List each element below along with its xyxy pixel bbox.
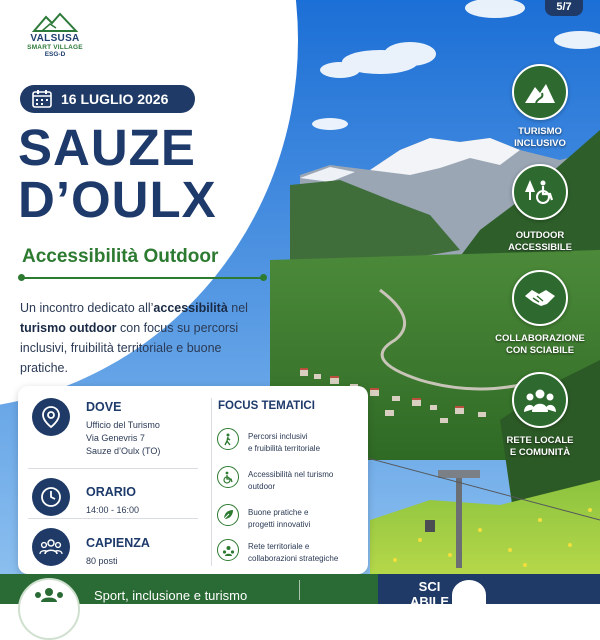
calendar-icon <box>32 90 52 108</box>
focus-item-2-line2: outdoor <box>248 481 276 491</box>
focus-item-3 <box>248 507 368 530</box>
bottom-tagline: Sport, inclusione e turismo <box>94 588 248 603</box>
focus-item-4-line1: Rete territoriale e <box>248 542 310 551</box>
subtitle: Accessibilità Outdoor <box>22 246 219 267</box>
mountain-logo-icon <box>32 12 78 32</box>
focus-item-2-line1: Accessibilità nel turismo <box>248 470 334 479</box>
focus-item-3-line1: Buone pratiche e <box>248 508 309 517</box>
wheelchair-icon <box>217 466 239 488</box>
leaf-icon <box>217 504 239 526</box>
description <box>20 298 260 378</box>
orario-value: 14:00 - 16:00 <box>86 505 140 515</box>
capienza-value: 80 posti <box>86 556 118 566</box>
handshake-icon <box>512 270 568 326</box>
desc-text-3: con focus su percorsi inclusivi, fruibilità territoriale e buone pratiche. <box>20 321 239 375</box>
network-icon <box>217 539 239 561</box>
feature-3-line2: CON SCIABILE <box>505 345 575 356</box>
feature-2-line2: ACCESSIBILE <box>508 242 572 253</box>
feature-label-4 <box>485 435 595 459</box>
feature-1-line1: TURISMO <box>518 126 562 137</box>
bottom-divider <box>299 580 300 600</box>
bottom-logo-circle <box>18 578 80 640</box>
clock-icon <box>32 478 70 516</box>
feature-label-3 <box>485 333 595 357</box>
focus-item-2 <box>248 469 368 492</box>
sci-text: SCI <box>418 579 441 594</box>
card-divider-vertical <box>211 398 212 566</box>
sciabile-emblem <box>452 580 486 610</box>
info-card <box>18 386 368 574</box>
sciabile-logo-text <box>410 579 449 609</box>
dove-line1: Ufficio del Turismo <box>86 420 160 430</box>
desc-bold-1: accessibilità <box>153 301 228 315</box>
focus-item-4-line2: collaborazioni strategiche <box>248 553 339 563</box>
logo-line1: VALSUSA <box>30 33 80 44</box>
desc-text-1: Un incontro dedicato all’ <box>20 301 154 315</box>
logo-line3: ESG-D <box>44 51 66 58</box>
card-divider <box>28 518 198 519</box>
date-pill <box>20 85 195 113</box>
page-title <box>18 119 217 228</box>
people-group-icon <box>32 528 70 566</box>
focus-item-1 <box>248 431 368 454</box>
title-line1: SAUZE <box>18 119 196 176</box>
logo-line2: SMART VILLAGE <box>27 44 83 51</box>
mountain-path-icon <box>512 64 568 120</box>
feature-3-line1: COLLABORAZIONE <box>495 333 585 344</box>
valsusa-logo <box>24 12 86 58</box>
divider-rule <box>20 277 265 279</box>
feature-2-line1: OUTDOOR <box>515 230 565 241</box>
page-indicator: 5/7 <box>545 0 583 16</box>
desc-text-2: nel <box>227 301 248 315</box>
abile-text: ABILE <box>410 594 449 609</box>
focus-item-1-line1: Percorsi inclusivi <box>248 432 308 441</box>
community-logo-icon <box>29 586 69 602</box>
orario-label: ORARIO <box>86 485 136 499</box>
card-divider <box>28 468 198 469</box>
focus-item-3-line2: progetti innovativi <box>248 519 311 529</box>
dove-value <box>86 419 160 458</box>
feature-label-2 <box>485 230 595 254</box>
location-pin-icon <box>32 398 70 436</box>
event-date: 16 LUGLIO 2026 <box>61 91 169 107</box>
dove-label: DOVE <box>86 400 122 414</box>
focus-title: FOCUS TEMATICI <box>218 400 315 412</box>
capienza-label: CAPIENZA <box>86 536 150 550</box>
community-icon <box>512 372 568 428</box>
hiker-icon <box>217 428 239 450</box>
feature-4-line1: RETE LOCALE <box>506 435 574 446</box>
focus-item-4 <box>248 541 368 564</box>
focus-item-1-line2: e fruibilità territoriale <box>248 443 321 453</box>
desc-bold-2: turismo outdoor <box>20 321 117 335</box>
feature-4-line2: E COMUNITÀ <box>509 447 571 458</box>
wheelchair-tree-icon <box>512 164 568 220</box>
feature-label-1 <box>485 126 595 150</box>
feature-1-line2: INCLUSIVO <box>514 138 566 149</box>
dove-line3: Sauze d’Oulx (TO) <box>86 446 161 456</box>
dove-line2: Via Genevris 7 <box>86 433 145 443</box>
title-line2: D’OULX <box>18 171 217 228</box>
